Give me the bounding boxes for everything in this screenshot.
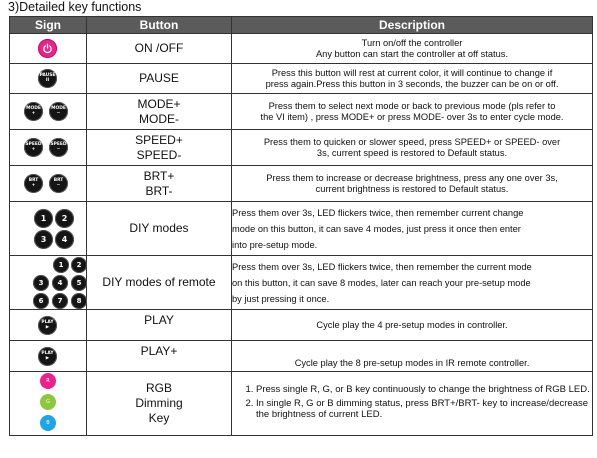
description-cell bbox=[232, 64, 593, 94]
description-line: Any button can start the controller at off status. bbox=[315, 48, 509, 59]
list-item: 2. In single R, G or B dimming status, press BRT+/BRT- key to increase/decrease the brightness of current LED. bbox=[256, 398, 592, 420]
power-icon bbox=[38, 39, 57, 58]
brightness-minus-icon: BRT − bbox=[49, 174, 68, 193]
description-line: Press this button will rest at current color, it will continue to change if bbox=[271, 67, 553, 78]
play-plus-icon: PLAY ▶ bbox=[38, 347, 57, 366]
diy-1-icon: 1 bbox=[34, 209, 53, 228]
table-row bbox=[10, 166, 593, 202]
remote-2-icon: 2 bbox=[71, 257, 87, 273]
description-line: 3s, current speed is restored to Default status. bbox=[316, 147, 508, 158]
button-name: PLAY+ bbox=[87, 341, 232, 372]
column-header-button: Button bbox=[87, 17, 232, 34]
description-line: Cycle play the 4 pre-setup modes in controller. bbox=[316, 319, 508, 330]
remote-1-icon: 1 bbox=[53, 257, 69, 273]
section-heading: 3)Detailed key functions bbox=[8, 0, 142, 14]
green-key-icon: G bbox=[40, 394, 56, 410]
description-line: Press them to quicken or slower speed, press SPEED+ or SPEED- over bbox=[263, 136, 561, 147]
table-row bbox=[10, 341, 593, 372]
description-line: Press them to increase or decrease brightness, press any one over 3s, bbox=[266, 172, 558, 183]
sign-cell bbox=[10, 34, 87, 64]
sign-cell bbox=[10, 130, 87, 166]
mode-plus-icon: MODE + bbox=[24, 102, 43, 121]
description-cell bbox=[232, 34, 593, 64]
sign-cell bbox=[10, 94, 87, 130]
description-cell bbox=[232, 94, 593, 130]
remote-3-icon: 3 bbox=[33, 275, 49, 291]
remote-4-icon: 4 bbox=[52, 275, 68, 291]
description-line: on this button, it can save 8 modes, later can reach your pre-setup mode bbox=[232, 277, 531, 288]
remote-5-icon: 5 bbox=[71, 275, 87, 291]
description-line: current brightness is restored to Default status. bbox=[315, 183, 509, 194]
pause-icon: PAUSE II bbox=[38, 69, 57, 88]
description-line: Cycle play the 8 pre-setup modes in IR remote controller. bbox=[294, 358, 530, 368]
description-cell bbox=[232, 202, 593, 256]
button-name: RGB Dimming Key bbox=[87, 372, 232, 436]
description-line: Press them over 3s, LED flickers twice, then remember the current mode bbox=[232, 261, 532, 272]
table-row bbox=[10, 64, 593, 94]
table-header-row bbox=[10, 17, 593, 34]
table-row bbox=[10, 202, 593, 256]
sign-cell bbox=[10, 256, 87, 310]
remote-7-icon: 7 bbox=[52, 293, 68, 309]
sign-cell bbox=[10, 166, 87, 202]
description-line: press again.Press this button in 3 seconds, the buzzer can be on or off. bbox=[265, 78, 559, 89]
table-row bbox=[10, 130, 593, 166]
description-line: the VI item) , press MODE+ or press MODE- over 3s to enter cycle mode. bbox=[260, 111, 564, 122]
button-name: ON /OFF bbox=[87, 34, 232, 64]
mode-minus-icon: MODE − bbox=[49, 102, 68, 121]
diy-3-icon: 3 bbox=[34, 230, 53, 249]
description-line: into pre-setup mode. bbox=[232, 239, 318, 250]
speed-minus-icon: SPEED − bbox=[49, 138, 68, 157]
diy-4-icon: 4 bbox=[55, 230, 74, 249]
table-row bbox=[10, 372, 593, 436]
description-cell bbox=[232, 310, 593, 341]
diy-2-icon: 2 bbox=[55, 209, 74, 228]
play-icon: PLAY ▶ bbox=[38, 316, 57, 335]
brightness-plus-icon: BRT + bbox=[24, 174, 43, 193]
table-row bbox=[10, 310, 593, 341]
remote-6-icon: 6 bbox=[33, 293, 49, 309]
column-header-sign: Sign bbox=[10, 17, 87, 34]
button-name: SPEED+ SPEED- bbox=[87, 130, 232, 166]
button-name: DIY modes of remote bbox=[87, 256, 232, 310]
list-item: 1. Press single R, G, or B key continuously to change the brightness of RGB LED. bbox=[256, 384, 592, 395]
button-name: MODE+ MODE- bbox=[87, 94, 232, 130]
sign-cell bbox=[10, 64, 87, 94]
description-cell bbox=[232, 256, 593, 310]
description-cell bbox=[232, 341, 593, 372]
description-line: Press them over 3s, LED flickers twice, then remember current change bbox=[232, 207, 524, 218]
description-line: mode on this button, it can save 4 modes, just press it once then enter bbox=[232, 223, 521, 234]
blue-key-icon: B bbox=[40, 415, 56, 431]
description-line: Press them to select next mode or back to previous mode (pls refer to bbox=[268, 100, 556, 111]
remote-8-icon: 8 bbox=[71, 293, 87, 309]
sign-cell bbox=[10, 202, 87, 256]
table-row bbox=[10, 256, 593, 310]
sign-cell bbox=[10, 372, 87, 436]
button-name: DIY modes bbox=[87, 202, 232, 256]
description-line: Turn on/off the controller bbox=[361, 37, 463, 48]
description-cell bbox=[232, 372, 593, 436]
red-key-icon: R bbox=[40, 373, 56, 389]
button-name: BRT+ BRT- bbox=[87, 166, 232, 202]
description-cell bbox=[232, 130, 593, 166]
speed-plus-icon: SPEED + bbox=[24, 138, 43, 157]
table-row bbox=[10, 94, 593, 130]
sign-cell bbox=[10, 341, 87, 372]
button-name: PAUSE bbox=[87, 64, 232, 94]
table-row bbox=[10, 34, 593, 64]
key-functions-table bbox=[9, 16, 593, 436]
button-name: PLAY bbox=[87, 310, 232, 341]
column-header-description: Description bbox=[232, 17, 593, 34]
sign-cell bbox=[10, 310, 87, 341]
description-cell bbox=[232, 166, 593, 202]
description-line: by just pressing it once. bbox=[232, 293, 330, 304]
rgb-instructions-list bbox=[232, 384, 592, 420]
